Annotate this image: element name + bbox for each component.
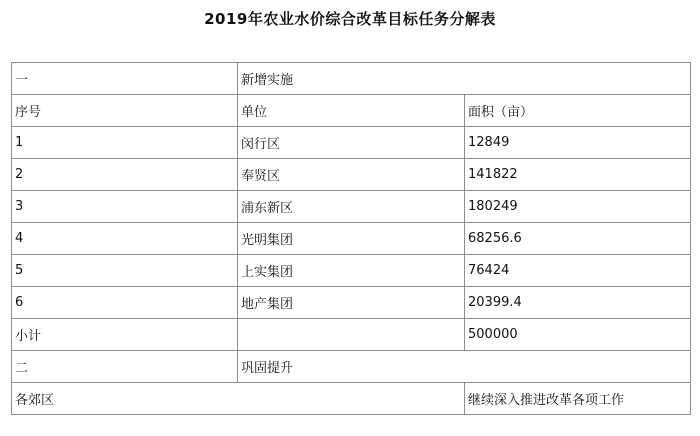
task-breakdown-table bbox=[11, 62, 691, 415]
row-area: 20399.4 bbox=[465, 287, 691, 319]
section-label: 新增实施 bbox=[238, 63, 691, 95]
row-area: 180249 bbox=[465, 191, 691, 223]
subtotal-area: 500000 bbox=[465, 319, 691, 351]
header-area: 面积（亩） bbox=[465, 95, 691, 127]
row-unit: 奉贤区 bbox=[238, 159, 465, 191]
row-index: 5 bbox=[12, 255, 238, 287]
section-number: 二 bbox=[12, 351, 238, 383]
subtotal-row bbox=[12, 319, 691, 351]
row-unit: 浦东新区 bbox=[238, 191, 465, 223]
final-row-label: 各郊区 bbox=[12, 383, 465, 415]
subtotal-unit bbox=[238, 319, 465, 351]
row-index: 6 bbox=[12, 287, 238, 319]
final-row bbox=[12, 383, 691, 415]
final-row-task: 继续深入推进改革各项工作 bbox=[465, 383, 691, 415]
row-unit: 地产集团 bbox=[238, 287, 465, 319]
section-number: 一 bbox=[12, 63, 238, 95]
table-row bbox=[12, 127, 691, 159]
header-row bbox=[12, 95, 691, 127]
row-index: 2 bbox=[12, 159, 238, 191]
row-unit: 光明集团 bbox=[238, 223, 465, 255]
row-index: 4 bbox=[12, 223, 238, 255]
table-row bbox=[12, 255, 691, 287]
table-row bbox=[12, 223, 691, 255]
row-unit: 闵行区 bbox=[238, 127, 465, 159]
section-label: 巩固提升 bbox=[238, 351, 691, 383]
section-row-consolidate bbox=[12, 351, 691, 383]
row-index: 1 bbox=[12, 127, 238, 159]
section-row-new bbox=[12, 63, 691, 95]
row-unit: 上实集团 bbox=[238, 255, 465, 287]
row-index: 3 bbox=[12, 191, 238, 223]
row-area: 12849 bbox=[465, 127, 691, 159]
row-area: 68256.6 bbox=[465, 223, 691, 255]
table-row bbox=[12, 191, 691, 223]
row-area: 141822 bbox=[465, 159, 691, 191]
table-row bbox=[12, 159, 691, 191]
subtotal-label: 小计 bbox=[12, 319, 238, 351]
header-index: 序号 bbox=[12, 95, 238, 127]
row-area: 76424 bbox=[465, 255, 691, 287]
header-unit: 单位 bbox=[238, 95, 465, 127]
table-row bbox=[12, 287, 691, 319]
page-title: 2019年农业水价综合改革目标任务分解表 bbox=[204, 10, 496, 28]
